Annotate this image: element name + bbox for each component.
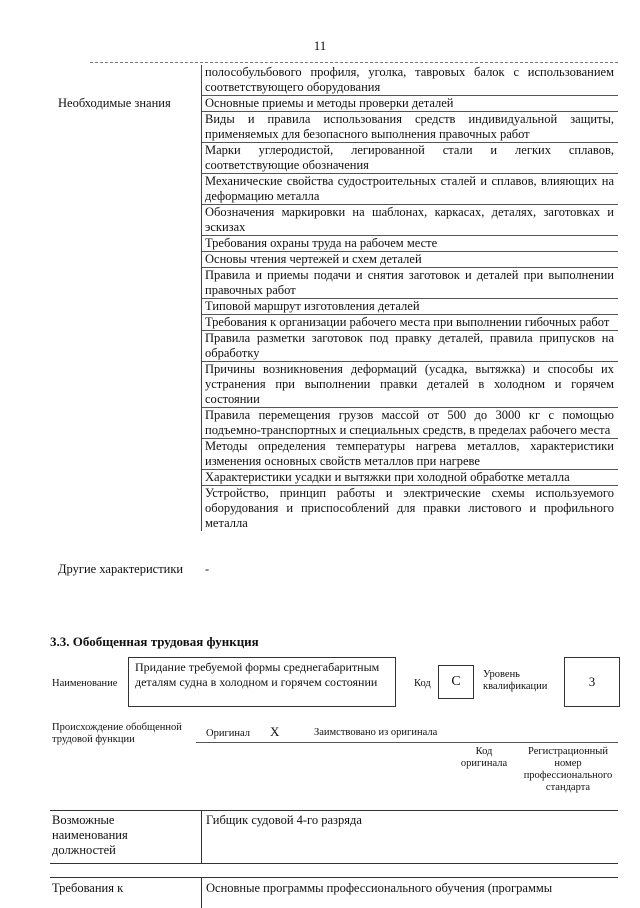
knowledge-item: Основные приемы и методы проверки деталей (202, 95, 618, 112)
knowledge-item: Виды и правила использования средств индивидуальной защиты, применяемых для безопасного выполнения правочных работ (202, 112, 618, 143)
function-name-box: Придание требуемой формы среднегабаритным деталям судна в холодном и горячем состоянии (128, 657, 396, 707)
other-characteristics-label: Другие характеристики (58, 562, 184, 576)
continuation-text: полособульбового профиля, уголка, тавровых балок с использованием соответствующего оборудования (205, 65, 614, 94)
knowledge-item: Правила разметки заготовок под правку деталей, правила припусков на обработку (202, 331, 618, 362)
knowledge-table (50, 65, 618, 531)
knowledge-item: Методы определения температуры нагрева металлов, характеристики изменения основных свойств металлов при нагреве (202, 439, 618, 470)
knowledge-item: Правила и приемы подачи и снятия заготовок и деталей при выполнении правочных работ (202, 268, 618, 299)
knowledge-label: Необходимые знания (58, 96, 171, 110)
requirements-label: Требования к (52, 881, 124, 895)
code-original-label: Код оригинала (460, 746, 508, 769)
borrowed-label: Заимствовано из оригинала (314, 727, 438, 738)
knowledge-item: Обозначения маркировки на шаблонах, каркасах, деталях, заготовках и эскизах (202, 205, 618, 236)
code-label: Код (414, 678, 431, 689)
section-title: 3.3. Обобщенная трудовая функция (50, 634, 259, 649)
positions-value: Гибщик судовой 4-го разряда (201, 811, 618, 863)
origin-label: Происхождение обобщенной трудовой функции (52, 722, 182, 745)
knowledge-item: Требования охраны труда на рабочем месте (202, 236, 618, 252)
knowledge-item: Механические свойства судостроительных сталей и сплавов, влияющих на деформацию металла (202, 174, 618, 205)
requirements-value: Основные программы профессионального обучения (программы (201, 878, 618, 908)
knowledge-item: Типовой маршрут изготовления деталей (202, 299, 618, 315)
original-label: Оригинал (206, 728, 250, 739)
knowledge-item: Основы чтения чертежей и схем деталей (202, 252, 618, 268)
other-characteristics-value: - (205, 562, 210, 576)
level-label: Уровень квалификации (483, 669, 548, 692)
knowledge-item: Требования к организации рабочего места при выполнении гибочных работ (202, 315, 618, 331)
knowledge-item: Марки углеродистой, легированной стали и легких сплавов, соответствующие обозначения (202, 143, 618, 174)
positions-label: Возможные наименования должностей (52, 813, 128, 857)
page-number: 11 (313, 38, 327, 53)
top-rule (90, 62, 618, 63)
positions-table (50, 810, 618, 864)
registration-number-label: Регистрационный номер профессионального стандарта (523, 746, 613, 793)
code-value-box: C (438, 665, 474, 699)
knowledge-item: Причины возникновения деформаций (усадка, вытяжка) и способы их устранения при выполнении правки деталей в холодном и горячем состоянии (202, 362, 618, 408)
name-label: Наименование (52, 678, 118, 689)
origin-rule (196, 742, 618, 743)
knowledge-item: Характеристики усадки и вытяжки при холодной обработке металла (202, 470, 618, 486)
knowledge-row (50, 95, 618, 531)
knowledge-items (201, 95, 618, 531)
original-mark: X (270, 724, 280, 739)
continuation-row (50, 65, 618, 95)
requirements-table (50, 877, 618, 908)
level-value-box: 3 (564, 657, 620, 707)
knowledge-item: Устройство, принцип работы и электрические схемы используемого оборудования и приспособлений для правки листового и профильного металла (205, 486, 614, 530)
knowledge-item: Правила перемещения грузов массой от 500 до 3000 кг с помощью подъемно-транспортных и специальных средств, в пределах рабочего места (202, 408, 618, 439)
